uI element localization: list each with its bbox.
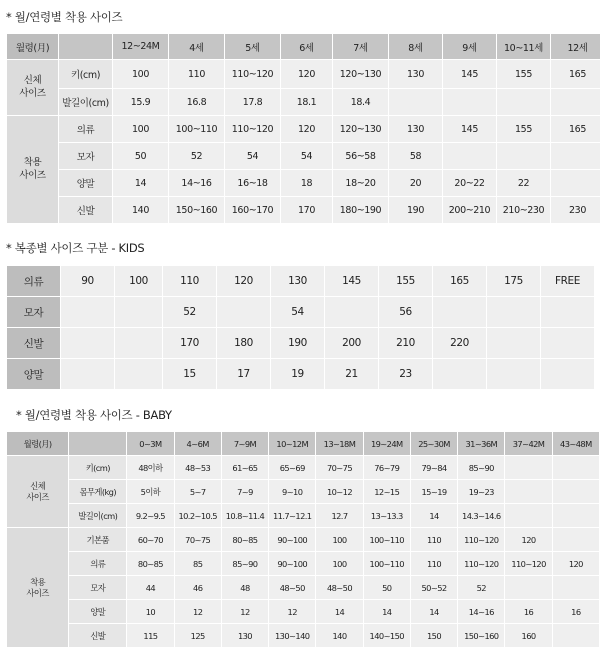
- value-cell: 56: [379, 297, 433, 328]
- value-cell: 60~70: [127, 528, 174, 552]
- value-cell: 50: [113, 143, 169, 170]
- row-label-cell: 의류: [59, 116, 113, 143]
- group-label-cell: 착용 사이즈: [7, 116, 59, 224]
- value-cell: 100: [113, 60, 169, 89]
- value-cell: 70~75: [316, 456, 363, 480]
- row-label-cell: 신발: [7, 328, 61, 359]
- value-cell: 15~19: [410, 480, 457, 504]
- value-cell: [505, 480, 552, 504]
- value-cell: 17: [217, 359, 271, 390]
- value-cell: 140~150: [363, 624, 410, 648]
- value-cell: 165: [551, 116, 600, 143]
- value-cell: [552, 480, 599, 504]
- value-cell: 90~100: [269, 552, 316, 576]
- value-cell: 14: [316, 600, 363, 624]
- value-cell: [115, 328, 163, 359]
- value-cell: 10.8~11.4: [221, 504, 268, 528]
- value-cell: 180~190: [333, 197, 389, 224]
- value-cell: 100~110: [363, 528, 410, 552]
- value-cell: 190: [271, 328, 325, 359]
- row-label-cell: 키(cm): [59, 60, 113, 89]
- value-cell: 150: [410, 624, 457, 648]
- value-cell: 110: [410, 528, 457, 552]
- value-cell: 18: [281, 170, 333, 197]
- value-cell: [497, 89, 551, 116]
- value-cell: 85~90: [458, 456, 505, 480]
- value-cell: 150~160: [458, 624, 505, 648]
- value-cell: 180: [217, 328, 271, 359]
- value-cell: [551, 170, 600, 197]
- value-cell: 11.7~12.1: [269, 504, 316, 528]
- value-cell: 13~13.3: [363, 504, 410, 528]
- value-cell: 17.8: [225, 89, 281, 116]
- value-cell: 100: [113, 116, 169, 143]
- size-table-monthly-age: [6, 33, 600, 224]
- group-label-cell: 신체 사이즈: [7, 456, 69, 528]
- value-cell: 170: [281, 197, 333, 224]
- value-cell: 110: [163, 266, 217, 297]
- value-cell: 14: [410, 600, 457, 624]
- value-cell: 79~84: [410, 456, 457, 480]
- value-cell: 12~15: [363, 480, 410, 504]
- value-cell: 110~120: [505, 552, 552, 576]
- value-cell: 85~90: [221, 552, 268, 576]
- header-cell: 9세: [443, 34, 497, 60]
- table-row: [7, 359, 595, 390]
- value-cell: 21: [325, 359, 379, 390]
- value-cell: [552, 528, 599, 552]
- header-cell: 31~36M: [458, 432, 505, 456]
- value-cell: 14.3~14.6: [458, 504, 505, 528]
- value-cell: 7~9: [221, 480, 268, 504]
- header-cell: 0~3M: [127, 432, 174, 456]
- value-cell: 120: [281, 116, 333, 143]
- value-cell: 110~120: [458, 552, 505, 576]
- value-cell: [487, 328, 541, 359]
- header-cell: 25~30M: [410, 432, 457, 456]
- header-row: [7, 34, 600, 60]
- value-cell: 14~16: [458, 600, 505, 624]
- header-cell: 4세: [169, 34, 225, 60]
- header-cell: 12~24M: [113, 34, 169, 60]
- row-label-cell: 모자: [7, 297, 61, 328]
- value-cell: 14: [363, 600, 410, 624]
- value-cell: 130: [221, 624, 268, 648]
- value-cell: 12: [174, 600, 221, 624]
- value-cell: [433, 359, 487, 390]
- table-row: [7, 552, 600, 576]
- header-cell: [69, 432, 127, 456]
- value-cell: [541, 359, 595, 390]
- value-cell: 155: [379, 266, 433, 297]
- value-cell: 22: [497, 170, 551, 197]
- value-cell: 110~120: [225, 60, 281, 89]
- value-cell: 140: [316, 624, 363, 648]
- value-cell: 130~140: [269, 624, 316, 648]
- value-cell: 110: [410, 552, 457, 576]
- row-label-cell: 발길이(cm): [69, 504, 127, 528]
- value-cell: [552, 504, 599, 528]
- value-cell: 110: [169, 60, 225, 89]
- value-cell: 48: [221, 576, 268, 600]
- value-cell: 5이하: [127, 480, 174, 504]
- value-cell: 115: [127, 624, 174, 648]
- header-cell: 12세: [551, 34, 600, 60]
- header-cell: 4~6M: [174, 432, 221, 456]
- value-cell: 58: [389, 143, 443, 170]
- section-title-monthly-age-size: * 월/연령별 착용 사이즈: [6, 10, 123, 24]
- value-cell: 9.2~9.5: [127, 504, 174, 528]
- value-cell: 50~52: [410, 576, 457, 600]
- table-row: [7, 504, 600, 528]
- row-label-cell: 모자: [69, 576, 127, 600]
- value-cell: 54: [271, 297, 325, 328]
- value-cell: 48~50: [316, 576, 363, 600]
- value-cell: [487, 359, 541, 390]
- value-cell: [433, 297, 487, 328]
- value-cell: 52: [163, 297, 217, 328]
- row-label-cell: 기본품: [69, 528, 127, 552]
- value-cell: 175: [487, 266, 541, 297]
- value-cell: [552, 456, 599, 480]
- value-cell: 120~130: [333, 116, 389, 143]
- row-label-cell: 의류: [7, 266, 61, 297]
- size-table-kids-category: [6, 265, 595, 390]
- row-label-cell: 신발: [69, 624, 127, 648]
- header-cell: 5세: [225, 34, 281, 60]
- value-cell: 230: [551, 197, 600, 224]
- row-label-cell: 양말: [69, 600, 127, 624]
- value-cell: 16: [505, 600, 552, 624]
- value-cell: 10.2~10.5: [174, 504, 221, 528]
- header-label-cell: 월령(月): [7, 432, 69, 456]
- value-cell: 18.4: [333, 89, 389, 116]
- value-cell: 100: [316, 528, 363, 552]
- value-cell: 110~120: [225, 116, 281, 143]
- table-row: [7, 266, 595, 297]
- value-cell: 100: [115, 266, 163, 297]
- value-cell: 220: [433, 328, 487, 359]
- table-row: [7, 624, 600, 648]
- value-cell: 120: [217, 266, 271, 297]
- header-cell: 37~42M: [505, 432, 552, 456]
- value-cell: 100~110: [169, 116, 225, 143]
- value-cell: 14~16: [169, 170, 225, 197]
- table-row: [7, 197, 600, 224]
- table-row: [7, 143, 600, 170]
- header-label-cell: 월령(月): [7, 34, 59, 60]
- value-cell: 12.7: [316, 504, 363, 528]
- row-label-cell: 의류: [69, 552, 127, 576]
- value-cell: 165: [551, 60, 600, 89]
- table-row: [7, 89, 600, 116]
- section-title-kids-category-size: * 복종별 사이즈 구분 - KIDS: [6, 241, 145, 255]
- value-cell: 19: [271, 359, 325, 390]
- value-cell: [552, 576, 599, 600]
- value-cell: 130: [271, 266, 325, 297]
- value-cell: 19~23: [458, 480, 505, 504]
- value-cell: 16~18: [225, 170, 281, 197]
- header-cell: 10~11세: [497, 34, 551, 60]
- value-cell: 20: [389, 170, 443, 197]
- value-cell: 14: [410, 504, 457, 528]
- value-cell: 12: [269, 600, 316, 624]
- row-label-cell: 양말: [7, 359, 61, 390]
- value-cell: 54: [225, 143, 281, 170]
- table-row: [7, 170, 600, 197]
- value-cell: 85: [174, 552, 221, 576]
- value-cell: 90: [61, 266, 115, 297]
- value-cell: 155: [497, 60, 551, 89]
- value-cell: [552, 624, 599, 648]
- row-label-cell: 양말: [59, 170, 113, 197]
- value-cell: 145: [443, 60, 497, 89]
- value-cell: 15: [163, 359, 217, 390]
- value-cell: 150~160: [169, 197, 225, 224]
- value-cell: 5~7: [174, 480, 221, 504]
- value-cell: 130: [389, 116, 443, 143]
- value-cell: 165: [433, 266, 487, 297]
- value-cell: 120~130: [333, 60, 389, 89]
- table-row: [7, 576, 600, 600]
- value-cell: 14: [113, 170, 169, 197]
- row-label-cell: 키(cm): [69, 456, 127, 480]
- value-cell: 48이하: [127, 456, 174, 480]
- value-cell: 160: [505, 624, 552, 648]
- value-cell: 18.1: [281, 89, 333, 116]
- table-row: [7, 456, 600, 480]
- value-cell: [487, 297, 541, 328]
- value-cell: 100: [316, 552, 363, 576]
- value-cell: 120: [505, 528, 552, 552]
- value-cell: 20~22: [443, 170, 497, 197]
- value-cell: 190: [389, 197, 443, 224]
- row-label-cell: 발길이(cm): [59, 89, 113, 116]
- table-row: [7, 60, 600, 89]
- value-cell: 155: [497, 116, 551, 143]
- table-row: [7, 528, 600, 552]
- value-cell: 145: [325, 266, 379, 297]
- value-cell: 110~120: [458, 528, 505, 552]
- value-cell: 48~50: [269, 576, 316, 600]
- table-row: [7, 297, 595, 328]
- value-cell: 140: [113, 197, 169, 224]
- value-cell: 54: [281, 143, 333, 170]
- value-cell: 16.8: [169, 89, 225, 116]
- header-cell: 13~18M: [316, 432, 363, 456]
- value-cell: 70~75: [174, 528, 221, 552]
- header-cell: 7세: [333, 34, 389, 60]
- value-cell: [61, 297, 115, 328]
- value-cell: 18~20: [333, 170, 389, 197]
- value-cell: 50: [363, 576, 410, 600]
- value-cell: 130: [389, 60, 443, 89]
- size-table-baby: [6, 431, 600, 648]
- header-cell: 8세: [389, 34, 443, 60]
- value-cell: 100~110: [363, 552, 410, 576]
- value-cell: [389, 89, 443, 116]
- value-cell: [541, 328, 595, 359]
- value-cell: 12: [221, 600, 268, 624]
- value-cell: 200: [325, 328, 379, 359]
- value-cell: 56~58: [333, 143, 389, 170]
- table-row: [7, 600, 600, 624]
- value-cell: 210~230: [497, 197, 551, 224]
- value-cell: 16: [552, 600, 599, 624]
- value-cell: 48~53: [174, 456, 221, 480]
- value-cell: [505, 576, 552, 600]
- value-cell: [443, 143, 497, 170]
- value-cell: [325, 297, 379, 328]
- value-cell: [217, 297, 271, 328]
- value-cell: 120: [552, 552, 599, 576]
- header-cell: [59, 34, 113, 60]
- value-cell: 52: [458, 576, 505, 600]
- value-cell: 76~79: [363, 456, 410, 480]
- header-cell: 19~24M: [363, 432, 410, 456]
- value-cell: [443, 89, 497, 116]
- row-label-cell: 몸무게(kg): [69, 480, 127, 504]
- value-cell: 80~85: [127, 552, 174, 576]
- value-cell: 125: [174, 624, 221, 648]
- value-cell: 10~12: [316, 480, 363, 504]
- value-cell: 170: [163, 328, 217, 359]
- value-cell: [551, 89, 600, 116]
- value-cell: 10: [127, 600, 174, 624]
- value-cell: 23: [379, 359, 433, 390]
- group-label-cell: 착용 사이즈: [7, 528, 69, 648]
- header-cell: 6세: [281, 34, 333, 60]
- value-cell: 52: [169, 143, 225, 170]
- value-cell: 65~69: [269, 456, 316, 480]
- row-label-cell: 신발: [59, 197, 113, 224]
- value-cell: 46: [174, 576, 221, 600]
- header-row: [7, 432, 600, 456]
- header-cell: 43~48M: [552, 432, 599, 456]
- value-cell: [551, 143, 600, 170]
- section-title-baby-size: * 월/연령별 착용 사이즈 - BABY: [16, 408, 172, 422]
- value-cell: 120: [281, 60, 333, 89]
- value-cell: [115, 359, 163, 390]
- value-cell: [505, 456, 552, 480]
- group-label-cell: 신체 사이즈: [7, 60, 59, 116]
- table-row: [7, 480, 600, 504]
- table-row: [7, 328, 595, 359]
- value-cell: 15.9: [113, 89, 169, 116]
- value-cell: 210: [379, 328, 433, 359]
- header-cell: 7~9M: [221, 432, 268, 456]
- value-cell: [115, 297, 163, 328]
- value-cell: 145: [443, 116, 497, 143]
- value-cell: 160~170: [225, 197, 281, 224]
- value-cell: [497, 143, 551, 170]
- value-cell: 80~85: [221, 528, 268, 552]
- table-row: [7, 116, 600, 143]
- value-cell: 61~65: [221, 456, 268, 480]
- value-cell: [61, 359, 115, 390]
- header-cell: 10~12M: [269, 432, 316, 456]
- value-cell: 44: [127, 576, 174, 600]
- value-cell: [61, 328, 115, 359]
- value-cell: 9~10: [269, 480, 316, 504]
- value-cell: 90~100: [269, 528, 316, 552]
- row-label-cell: 모자: [59, 143, 113, 170]
- value-cell: 200~210: [443, 197, 497, 224]
- value-cell: FREE: [541, 266, 595, 297]
- value-cell: [505, 504, 552, 528]
- value-cell: [541, 297, 595, 328]
